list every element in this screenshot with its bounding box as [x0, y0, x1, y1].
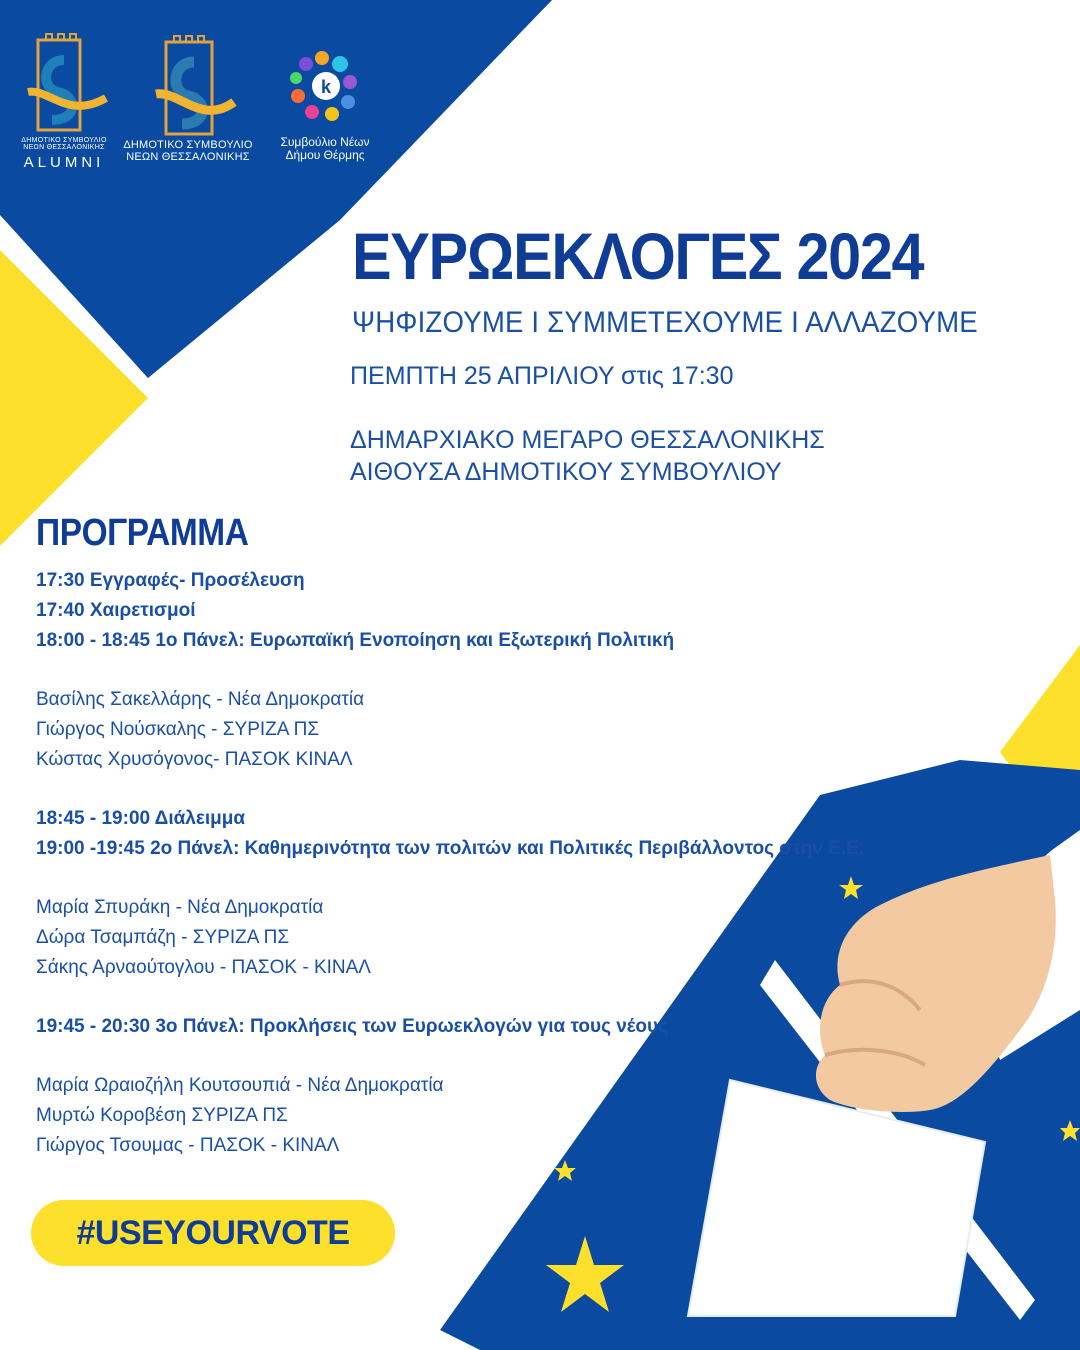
- speaker: Γιώργος Τσουμας - ΠΑΣΟΚ - ΚΙΝΑΛ: [36, 1135, 340, 1156]
- schedule-item-break: [36, 804, 876, 834]
- alumni-logo-caption: [14, 137, 114, 170]
- program-heading: ΠΡΟΓΡΑΜΜΑ: [36, 512, 249, 554]
- schedule-item: 17:40 Χαιρετισμοί: [36, 600, 196, 621]
- speaker: Γιώργος Νούσκαλης - ΣΥΡΙΖΑ ΠΣ: [36, 719, 320, 740]
- event-tagline: ΨΗΦΙΖΟΥΜΕ Ι ΣΥΜΜΕΤΕΧΟΥΜΕ Ι ΑΛΛΑΖΟΥΜΕ: [352, 306, 978, 339]
- event-date: ΠΕΜΠΤΗ 25 ΑΠΡΙΛΙΟΥ στις 17:30: [350, 362, 734, 390]
- thermi-logo-caption: [270, 136, 380, 161]
- council-logo-caption: [118, 140, 258, 163]
- speaker: Σάκης Αρναούτογλου - ΠΑΣΟΚ - ΚΙΝΑΛ: [36, 957, 371, 978]
- hashtag-text: #USEYOURVOTE: [76, 1213, 350, 1252]
- speaker: Δώρα Τσαμπάζη - ΣΥΡΙΖΑ ΠΣ: [36, 927, 290, 948]
- venue-line1: ΔΗΜΑΡΧΙΑΚΟ ΜΕΓΑΡΟ ΘΕΣΣΑΛΟΝΙΚΗΣ: [350, 426, 825, 454]
- speaker: Μαρία Σπυράκη - Νέα Δημοκρατία: [36, 897, 324, 918]
- thermi-logo-mark: k: [320, 77, 332, 97]
- event-title: ΕΥΡΩΕΚΛΟΓΕΣ 2024: [352, 219, 924, 293]
- venue-line2: ΑΙΘΟΥΣΑ ΔΗΜΟΤΙΚΟΥ ΣΥΜΒΟΥΛΙΟΥ: [350, 458, 782, 486]
- schedule-item: 18:00 - 18:45 1ο Πάνελ: Ευρωπαϊκή Ενοποίηση και Εξωτερική Πολιτική: [36, 630, 675, 651]
- alumni-caption-line3: ALUMNI: [23, 153, 105, 171]
- hashtag-badge: [31, 1200, 395, 1266]
- schedule-item: 17:30 Εγγραφές- Προσέλευση: [36, 570, 305, 591]
- speaker: Κώστας Χρυσόγονος- ΠΑΣΟΚ ΚΙΝΑΛ: [36, 749, 353, 770]
- council-caption-line1: ΔΗΜΟΤΙΚΟ ΣΥΜΒΟΥΛΙΟ: [123, 139, 253, 151]
- schedule-item: 19:45 - 20:30 3ο Πάνελ: Προκλήσεις των Ευρωεκλογών για τους νέους: [36, 1016, 668, 1037]
- break-time: 18:45 - 19:00: [36, 808, 151, 829]
- council-caption-line2: ΝΕΩΝ ΘΕΣΣΑΛΟΝΙΚΗΣ: [126, 150, 250, 163]
- schedule-item: 19:00 -19:45 2ο Πάνελ: Καθημερινότητα των πολιτών και Πολιτικές Περιβάλλοντος στην Ε.Ε.: [36, 838, 865, 859]
- speaker: Βασίλης Σακελλάρης - Νέα Δημοκρατία: [36, 689, 365, 710]
- program-schedule: [36, 566, 876, 1161]
- alumni-caption-line2: ΝΕΩΝ ΘΕΣΣΑΛΟΝΙΚΗΣ: [23, 144, 105, 152]
- break-label: Διάλειμμα: [154, 808, 246, 829]
- event-venue: [350, 424, 825, 488]
- speaker: Μαρία Ωραιοζήλη Κουτσουπιά - Νέα Δημοκρατία: [36, 1075, 444, 1096]
- thermi-caption-line2: Δήμου Θέρμης: [285, 147, 365, 162]
- speaker: Μυρτώ Κοροβέση ΣΥΡΙΖΑ ΠΣ: [36, 1105, 288, 1126]
- thermi-caption-line1: Συμβούλιο Νέων: [280, 135, 370, 149]
- alumni-caption-line1: ΔΗΜΟΤΙΚΟ ΣΥΜΒΟΥΛΙΟ: [21, 137, 107, 144]
